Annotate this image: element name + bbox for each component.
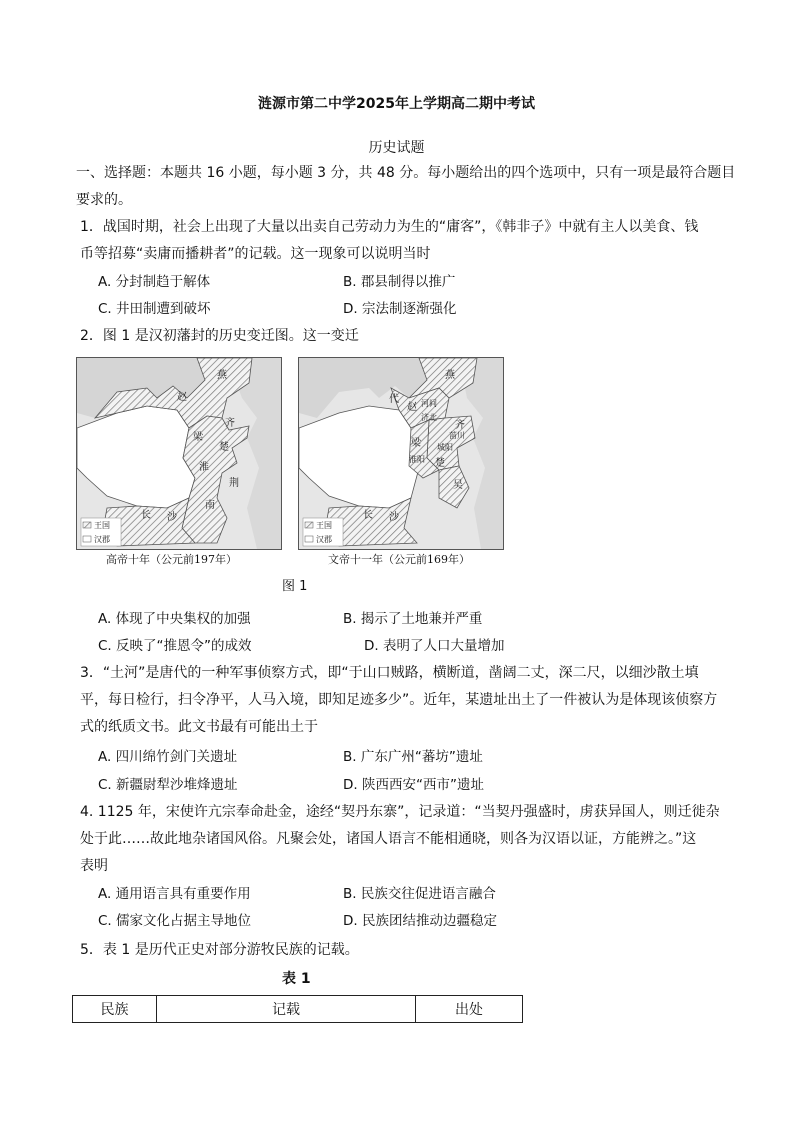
map-right-caption: 文帝十一年（公元前169年） [328, 553, 470, 566]
section-intro-line1: 一、选择题：本题共 16 小题，每小题 3 分，共 48 分。每小题给出的四个选项中，只有一项是最符合题目 [76, 165, 736, 181]
map-left [76, 357, 282, 550]
map-left-label-huai: 淮 [199, 462, 209, 473]
exam-title: 涟源市第二中学2025年上学期高二期中考试 [258, 96, 535, 112]
map-right-label-qi: 齐 [455, 420, 465, 431]
q4-option-b: B. 民族交往促进语言融合 [343, 886, 496, 902]
map-left-caption: 高帝十年（公元前197年） [106, 553, 237, 566]
map-left-legend-commandery: 汉郡 [94, 535, 110, 544]
map-left-label-sha: 沙 [167, 512, 177, 523]
q3-option-b: B. 广东广州“蕃坊”遗址 [343, 749, 483, 765]
q4-stem-line1: 4. 1125 年，宋使许亢宗奉命赴金，途经“契丹东寨”，记录道：“当契丹强盛时，虏获异国人，则迁徙杂 [80, 804, 720, 820]
q3-stem-line3: 式的纸质文书。此文书最有可能出土于 [80, 719, 318, 735]
q3-option-c: C. 新疆尉犁沙堆烽遗址 [98, 777, 238, 793]
map-left-label-chu: 楚 [219, 442, 229, 453]
q3-option-d: D. 陕西西安“西市”遗址 [343, 777, 484, 793]
map-right-label-hejian: 河间 [421, 399, 437, 408]
q2-option-d: D. 表明了人口大量增加 [364, 638, 505, 654]
q4-option-d: D. 民族团结推动边疆稳定 [343, 913, 497, 929]
exam-subtitle: 历史试题 [368, 140, 425, 156]
map-right-label-wu: 吴 [453, 480, 463, 491]
q1-option-c: C. 井田制遭到破坏 [98, 301, 211, 317]
map-right-label-huaiyang: 淮阳 [409, 455, 425, 464]
map-left-label-jing: 荆 [229, 478, 239, 489]
map-right-label-chang: 长 [363, 510, 373, 521]
map-right-label-zichuan: 菑川 [449, 431, 465, 440]
table-header-record: 记载 [157, 996, 416, 1023]
map-left-label-nan: 南 [205, 500, 215, 511]
map-right-legend-kingdom: 王国 [316, 521, 332, 530]
q4-option-c: C. 儒家文化占据主导地位 [98, 913, 252, 929]
q3-stem-line2: 平，每日检行，扫令净平，人马入境，即知足迹多少”。近年，某遗址出土了一件被认为是体现该侦察方 [80, 692, 718, 708]
table-1 [72, 995, 523, 1023]
table-header-row [73, 996, 523, 1023]
q1-option-a: A. 分封制趋于解体 [98, 274, 211, 290]
q1-option-d: D. 宗法制逐渐强化 [343, 301, 457, 317]
table-header-source: 出处 [416, 996, 523, 1023]
q3-option-a: A. 四川绵竹剑门关遗址 [98, 749, 238, 765]
map-right-label-liang: 梁 [411, 438, 421, 449]
map-left-legend-kingdom: 王国 [94, 521, 110, 530]
q1-stem-line2: 币等招募“卖庸而播耕者”的记载。这一现象可以说明当时 [80, 246, 431, 262]
q1-option-b: B. 郡县制得以推广 [343, 274, 456, 290]
map-right-label-zhao: 赵 [407, 402, 417, 413]
figure-label: 图 1 [282, 579, 308, 594]
map-right-label-chu: 楚 [435, 458, 445, 469]
map-right-label-sha: 沙 [389, 512, 399, 523]
q5-stem: 5．表 1 是历代正史对部分游牧民族的记载。 [80, 942, 359, 958]
section-intro-line2: 要求的。 [76, 192, 132, 208]
table-title: 表 1 [282, 971, 311, 987]
q2-option-a: A. 体现了中央集权的加强 [98, 611, 251, 627]
map-left-label-zhao: 赵 [177, 392, 187, 403]
map-right-label-jibei: 济北 [421, 413, 437, 422]
q1-stem-line1: 1．战国时期，社会上出现了大量以出卖自己劳动力为生的“庸客”，《韩非子》中就有主人以美食、钱 [80, 219, 699, 235]
map-right-legend-commandery: 汉郡 [316, 535, 332, 544]
map-right-label-chengyang: 城阳 [437, 443, 453, 452]
map-right [298, 357, 504, 550]
map-left-label-yan: 燕 [217, 370, 227, 381]
map-left-label-chang: 长 [141, 510, 151, 521]
q4-stem-line2: 处于此……故此地杂诸国风俗。凡聚会处，诸国人语言不能相通晓，则各为汉语以证，方能辨之。”这 [80, 831, 697, 847]
q4-option-a: A. 通用语言具有重要作用 [98, 886, 251, 902]
table-header-ethnicity: 民族 [73, 996, 157, 1023]
map-right-label-dai: 代 [389, 394, 399, 405]
q2-option-c: C. 反映了“推恩令”的成效 [98, 638, 252, 654]
q4-stem-line3: 表明 [80, 858, 108, 874]
map-left-label-liang: 梁 [193, 432, 203, 443]
q2-option-b: B. 揭示了土地兼并严重 [343, 611, 483, 627]
q2-stem: 2．图 1 是汉初藩封的历史变迁图。这一变迁 [80, 328, 359, 344]
map-left-label-qi: 齐 [225, 418, 235, 429]
map-right-label-yan: 燕 [445, 370, 455, 381]
q3-stem-line1: 3．“土河”是唐代的一种军事侦察方式，即“于山口贼路，横断道，凿阔二丈，深二尺，以细沙散土填 [80, 665, 699, 681]
